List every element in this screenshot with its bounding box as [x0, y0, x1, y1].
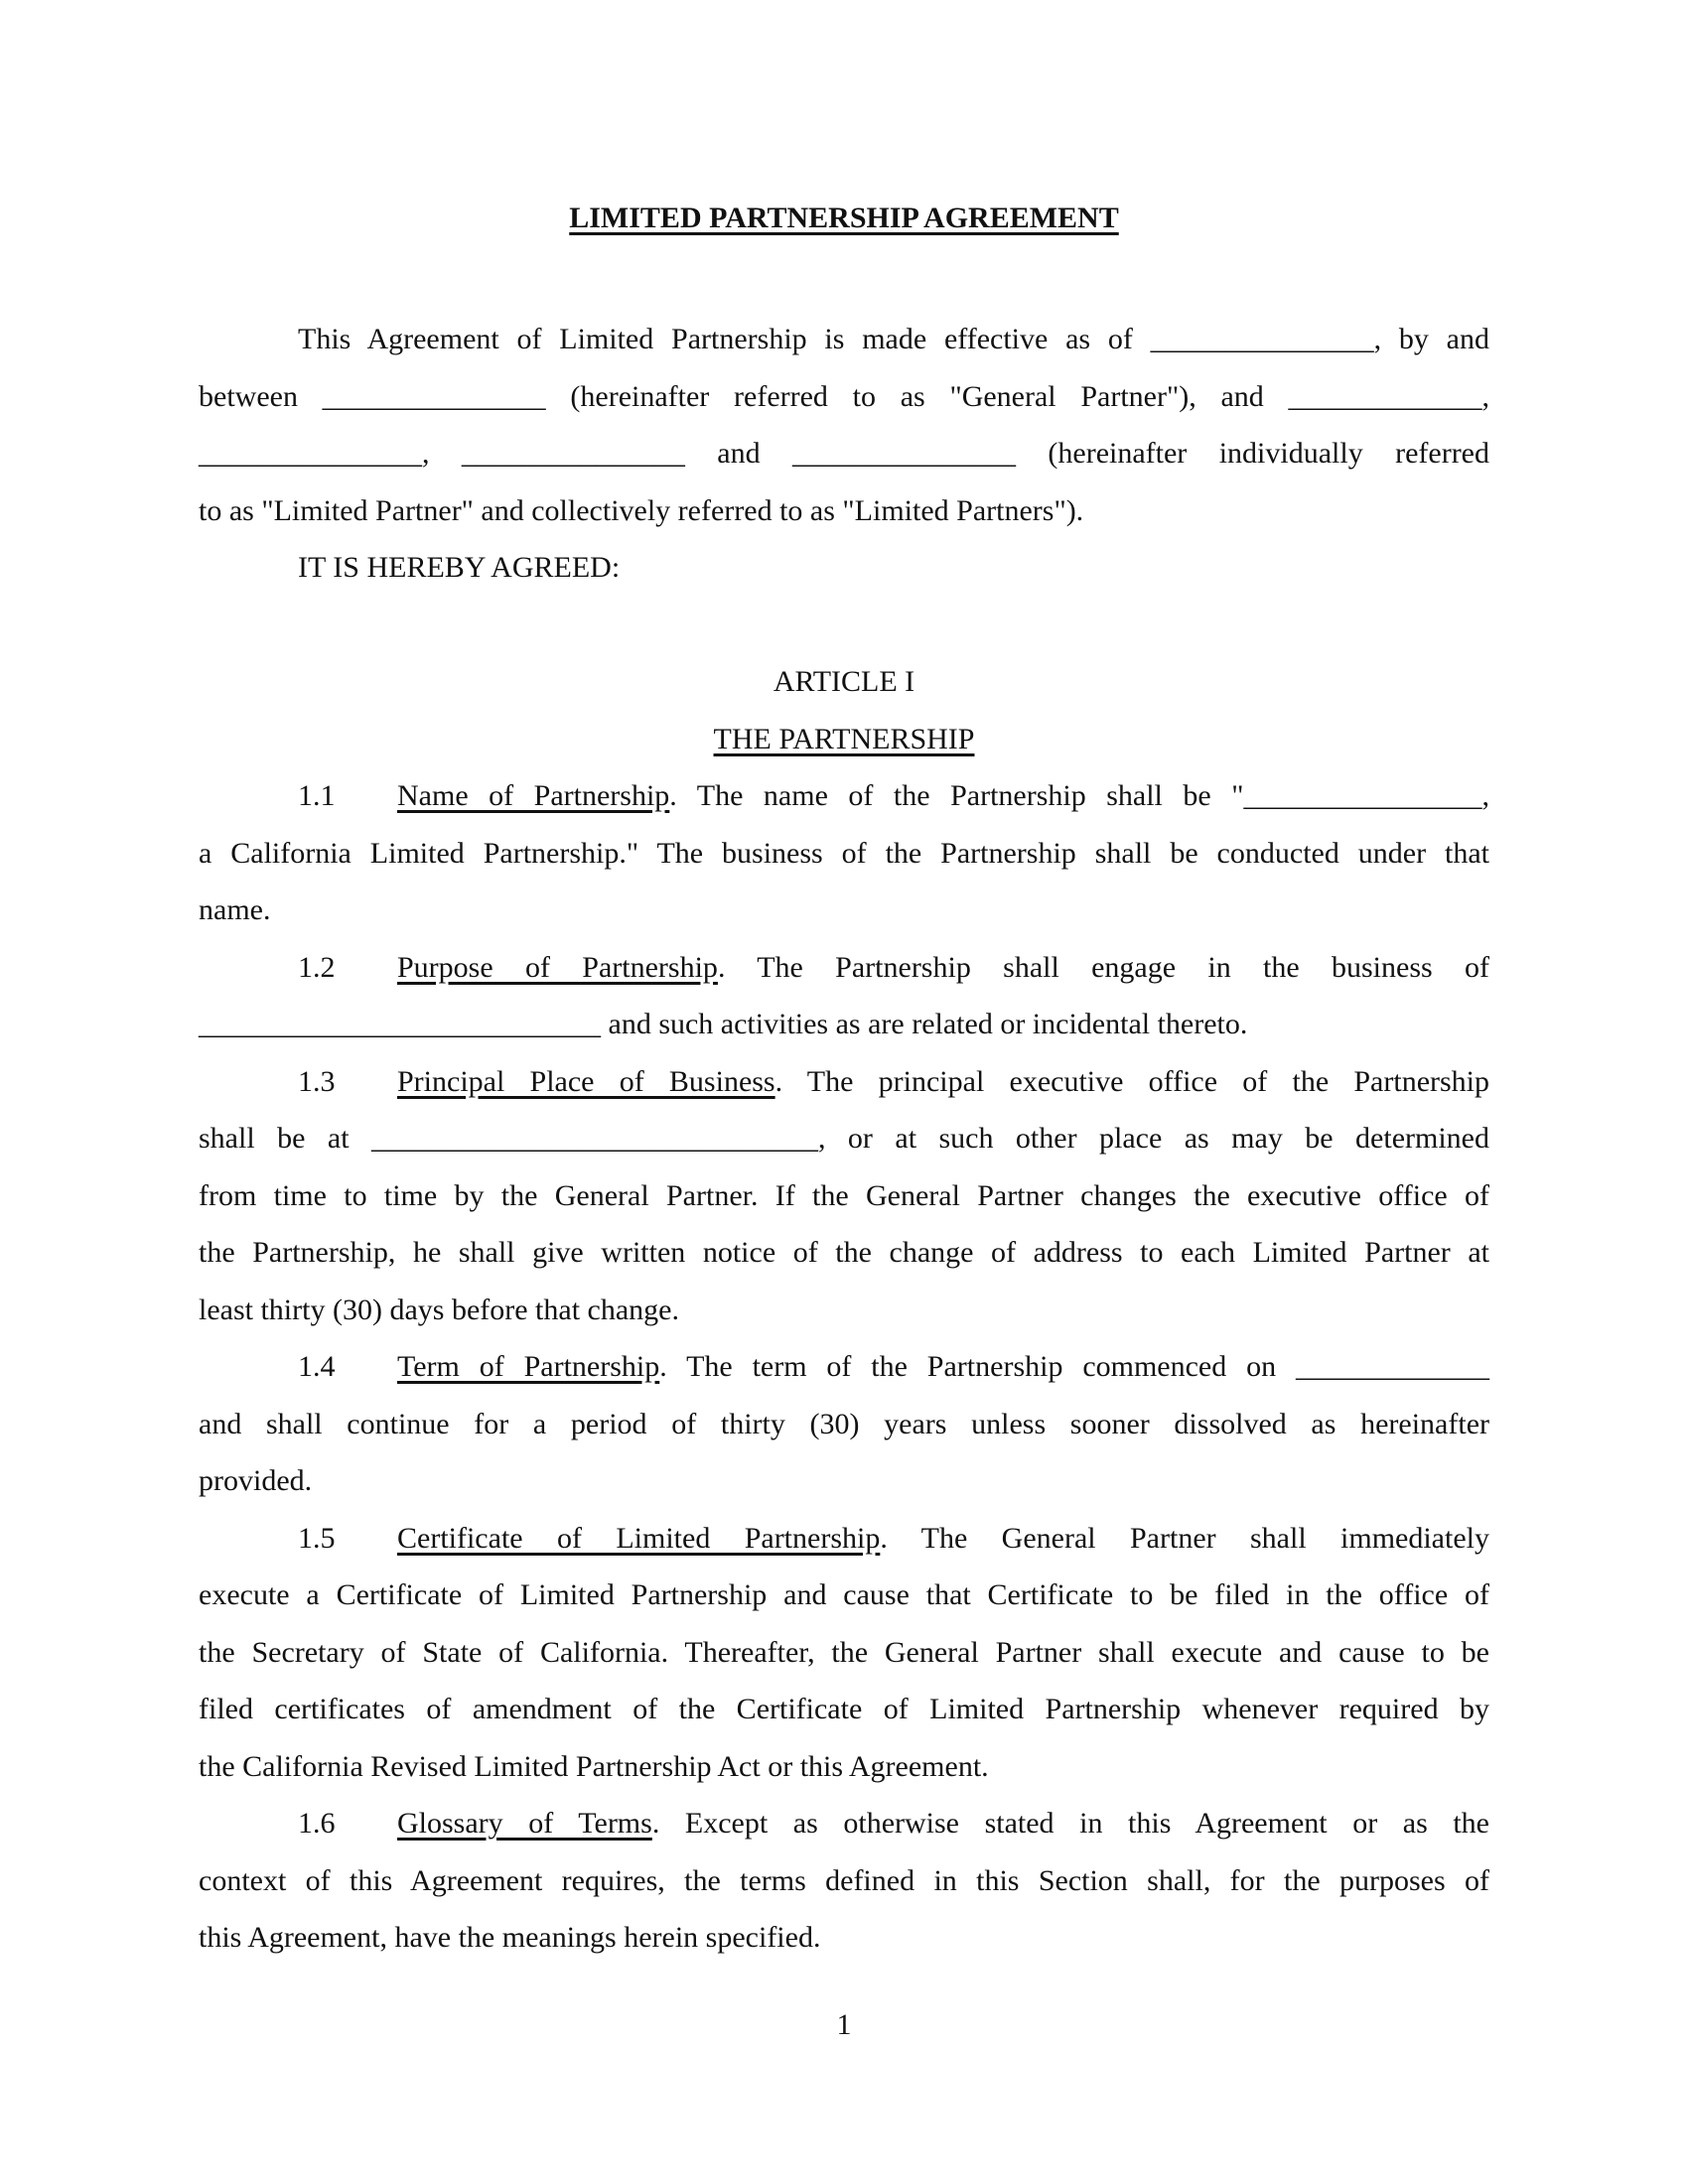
- intro-line-3: _______________, _______________ and _______________ (hereinafter individually referred: [199, 437, 1489, 470]
- section-first-line-text: . The term of the Partnership commenced on _____________: [659, 1350, 1489, 1383]
- section-heading: Purpose of Partnership: [397, 950, 718, 984]
- section-line: the California Revised Limited Partnership Act or this Agreement.: [199, 1749, 989, 1783]
- section-line: filed certificates of amendment of the Certificate of Limited Partnership whenever required by: [199, 1693, 1489, 1725]
- article-number: ARTICLE I: [773, 665, 915, 698]
- section-first-line: [199, 1795, 1489, 1852]
- section-1-6: [199, 1795, 1489, 1967]
- section-line: this Agreement, have the meanings herein specified.: [199, 1921, 821, 1954]
- hereby-agreed: IT IS HEREBY AGREED:: [298, 551, 621, 584]
- article-title-text: THE PARTNERSHIP: [713, 722, 975, 755]
- section-first-line: [199, 939, 1489, 997]
- spacer: [199, 597, 1489, 654]
- section-heading: Glossary of Terms: [397, 1807, 652, 1840]
- section-number: 1.5: [298, 1521, 336, 1555]
- document-title: LIMITED PARTNERSHIP AGREEMENT: [569, 202, 1119, 234]
- section-first-line: [199, 767, 1489, 825]
- section-line: the Secretary of State of California. Thereafter, the General Partner shall execute and cause to be: [199, 1635, 1489, 1669]
- section-line: ___________________________ and such activities as are related or incidental thereto.: [199, 1008, 1248, 1040]
- section-1-2: [199, 939, 1489, 1053]
- page-number: 1: [836, 2008, 852, 2041]
- section-heading: Principal Place of Business: [397, 1064, 775, 1098]
- section-first-line: [199, 1510, 1489, 1568]
- section-line: context of this Agreement requires, the terms defined in this Section shall, for the purposes of: [199, 1863, 1489, 1897]
- document-body: [199, 311, 1489, 1967]
- section-number: 1.1: [298, 779, 336, 812]
- section-line: least thirty (30) days before that change.: [199, 1293, 679, 1326]
- section-first-line: [199, 1053, 1489, 1111]
- section-1-5: [199, 1510, 1489, 1796]
- section-number: 1.4: [298, 1350, 336, 1383]
- section-line: the Partnership, he shall give written notice of the change of address to each Limited Partner at: [199, 1236, 1489, 1269]
- section-heading: Term of Partnership: [397, 1350, 660, 1383]
- section-first-line-text: . The Partnership shall engage in the business of: [717, 950, 1489, 984]
- section-1-4: [199, 1338, 1489, 1510]
- article-title: [199, 711, 1489, 768]
- section-line: execute a Certificate of Limited Partnership and cause that Certificate to be filed in the office of: [199, 1578, 1489, 1611]
- section-line: and shall continue for a period of thirty (30) years unless sooner dissolved as hereinafter: [199, 1407, 1489, 1440]
- section-line: from time to time by the General Partner. If the General Partner changes the executive office of: [199, 1178, 1489, 1212]
- intro-line-4: to as "Limited Partner" and collectively referred to as "Limited Partners").: [199, 493, 1084, 527]
- intro-line-1: This Agreement of Limited Partnership is made effective as of _______________, by and: [298, 323, 1489, 355]
- section-first-line: [199, 1338, 1489, 1396]
- section-line: shall be at ______________________________, or at such other place as may be determined: [199, 1122, 1489, 1155]
- section-number: 1.3: [298, 1064, 336, 1098]
- section-first-line-text: . Except as otherwise stated in this Agreement or as the: [651, 1807, 1489, 1840]
- section-heading: Certificate of Limited Partnership: [397, 1521, 881, 1555]
- section-number: 1.6: [298, 1807, 336, 1840]
- section-heading: Name of Partnership: [397, 779, 670, 812]
- section-first-line-text: . The principal executive office of the Partnership: [774, 1064, 1490, 1098]
- section-first-line-text: . The General Partner shall immediately: [880, 1521, 1489, 1555]
- section-1-3: [199, 1053, 1489, 1339]
- section-line: name.: [199, 893, 271, 926]
- section-number: 1.2: [298, 950, 336, 984]
- intro-line-2: between _______________ (hereinafter referred to as "General Partner"), and _____________,: [199, 379, 1489, 413]
- section-line: a California Limited Partnership." The business of the Partnership shall be conducted under that: [199, 836, 1489, 870]
- section-line: provided.: [199, 1464, 313, 1497]
- section-1-1: [199, 767, 1489, 939]
- section-first-line-text: . The name of the Partnership shall be "________________,: [669, 779, 1489, 812]
